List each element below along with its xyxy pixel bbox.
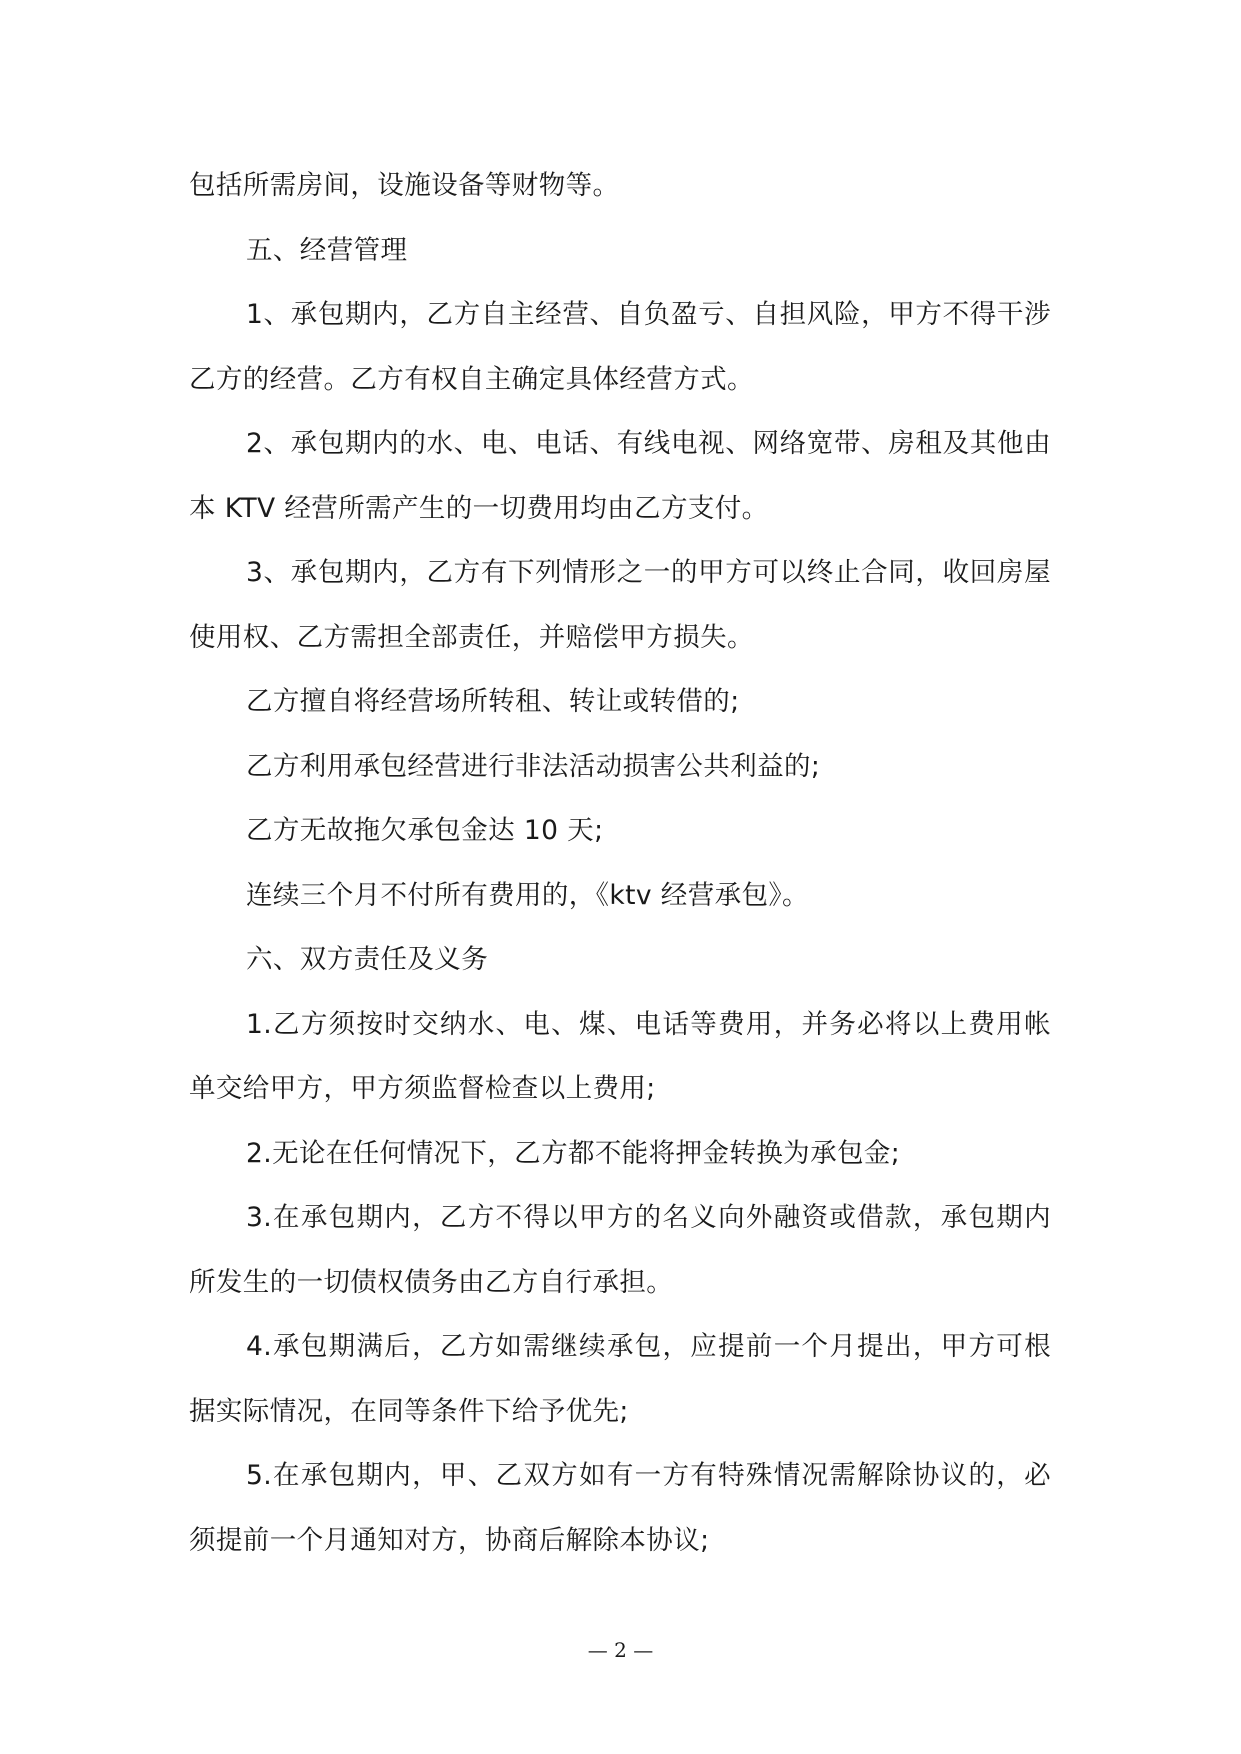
paragraph-condition-sublease: 乙方擅自将经营场所转租、转让或转借的; [246, 686, 740, 717]
paragraph-clause-1: 1、承包期内，乙方自主经营、自负盈亏、自担风险，甲方不得干涉乙方的经营。乙方有权自主确定具体经营方式。 [189, 299, 1051, 395]
paragraph-condition-unpaid-fees: 连续三个月不付所有费用的，《ktv 经营承包》。 [246, 879, 809, 911]
paragraph-duty-4: 4.承包期满后，乙方如需继续承包，应提前一个月提出，甲方可根据实际情况，在同等条件下给予优先; [189, 1331, 1051, 1427]
paragraph-duty-1: 1.乙方须按时交纳水、电、煤、电话等费用，并务必将以上费用帐单交给甲方，甲方须监督检查以上费用; [189, 1008, 1051, 1104]
paragraph-condition-illegal: 乙方利用承包经营进行非法活动损害公共利益的; [246, 750, 821, 782]
paragraph-duty-5: 5.在承包期内，甲、乙双方如有一方有特殊情况需解除协议的，必须提前一个月通知对方，协商后解除本协议; [189, 1460, 1051, 1556]
paragraph-duty-3: 3.在承包期内，乙方不得以甲方的名义向外融资或借款，承包期内所发生的一切债权债务由乙方自行承担。 [189, 1202, 1051, 1298]
heading-management: 五、经营管理 [246, 234, 408, 266]
document-body [189, 154, 1051, 1573]
paragraph-clause-2: 2、承包期内的水、电、电话、有线电视、网络宽带、房租及其他由本 KTV 经营所需产生的一切费用均由乙方支付。 [189, 428, 1051, 524]
page-number: — 2 — [587, 1638, 654, 1662]
paragraph-condition-arrears: 乙方无故拖欠承包金达 10 天; [246, 815, 604, 846]
paragraph-assets: 包括所需房间，设施设备等财物等。 [189, 170, 620, 201]
paragraph-clause-3: 3、承包期内，乙方有下列情形之一的甲方可以终止合同，收回房屋使用权、乙方需担全部责任，并赔偿甲方损失。 [189, 557, 1051, 653]
heading-responsibilities: 六、双方责任及义务 [246, 944, 489, 975]
paragraph-duty-2: 2.无论在任何情况下，乙方都不能将押金转换为承包金; [246, 1137, 901, 1169]
